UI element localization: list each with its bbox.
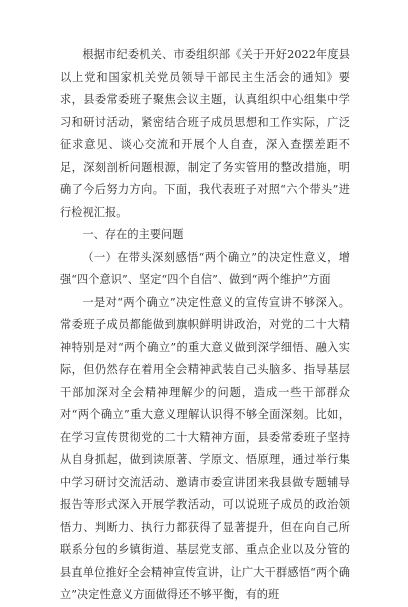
- intro-paragraph: 根据市纪委机关、市委组织部《关于开好2022年度县以上党和国家机关党员领导干部民主生活会的通知》要求，县委常委班子聚焦会议主题，认真组织中心组集中学习和研讨活动，紧密结合班子成员思想和工作实际，广泛征求意见、谈心交流和开展个人自查，深入查摆差距不足，深刻剖析问题根源，制定了务实管用的整改措施，明确了今后努力方向。下面，我代表班子对照“六个带头”进行检视汇报。: [60, 48, 350, 219]
- subsection-heading: （一）在带头深刻感悟“两个确立”的决定性意义，增强“四个意识”、坚定“四个自信”、做到“两个维护”方面: [60, 250, 350, 286]
- document-body: [60, 44, 350, 607]
- section-heading: 一、存在的主要问题: [82, 228, 184, 241]
- body-paragraph: 一是对“两个确立”决定性意义的宣传宣讲不够深入。常委班子成员都能做到旗帜鲜明讲政治，对党的二十大精神特别是对“两个确立”的重大意义做到深学细悟、融入实际，但仍然存在着用全会精神武装自己头脑多、指导基层干部加深对全会精神理解少的问题，造成一些干部群众对“两个确立”重大意义理解认识得不够全面深刻。比如，在学习宣传贯彻党的二十大精神方面，县委常委班子坚持从自身抓起，做到读原著、学原文、悟原理，通过举行集中学习研讨交流活动、邀请市委宣讲团来我县做专题辅导报告等形式深入开展学教活动，可以说班子成员的政治领悟力、判断力、执行力都获得了显著提升，但在向自己所联系分包的乡镇街道、基层党支部、重点企业以及分管的县直单位推好全会精神宣传宣讲，让广大干群感悟“两个确立”决定性意义方面做得还不够平衡，有的班: [60, 295, 350, 601]
